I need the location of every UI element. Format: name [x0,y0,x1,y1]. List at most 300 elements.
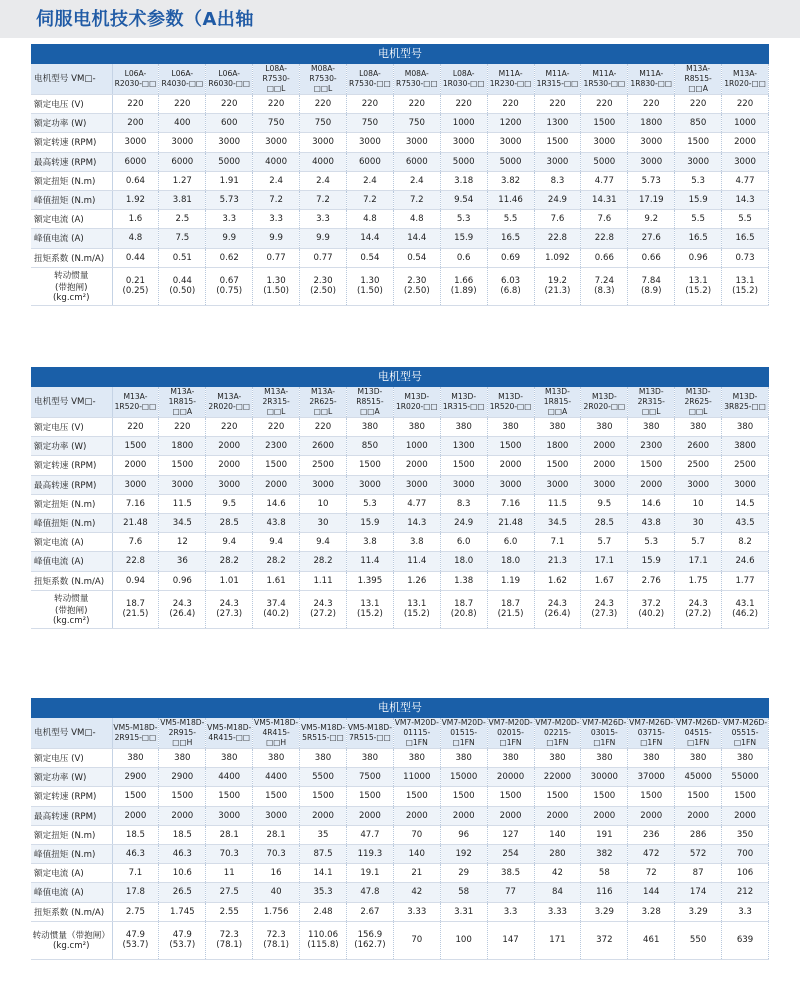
value-cell: 30 [675,513,722,532]
inertia-value: 372 [596,935,613,946]
inertia-value: 0.21 [125,276,146,287]
value-cell: 1500 [112,437,159,456]
value-cell: 16.5 [675,229,722,248]
table-row [31,171,769,190]
value-cell: 9.5 [581,494,628,513]
value-cell: 1500 [206,787,253,806]
value-cell: 1300 [534,114,581,133]
value-cell: 0.66 [628,248,675,267]
table-row [31,864,769,883]
value-cell: 2000 [487,456,534,475]
value-cell: 5.5 [675,210,722,229]
inertia-brake-value: (6.8) [500,286,521,297]
value-cell: 12 [159,533,206,552]
model-name-cell [722,718,769,749]
value-cell: 18.0 [487,552,534,571]
value-cell: 1500 [253,456,300,475]
value-cell: 1500 [675,133,722,152]
value-cell: 1.01 [206,571,253,590]
model-line: L08A- [359,69,381,78]
inertia-value: 461 [643,935,660,946]
table-row [31,95,769,114]
table-row [31,229,769,248]
value-cell: 5.7 [581,533,628,552]
model-line: M13A- [733,69,758,78]
model-line: 03015-□1FN [590,728,618,747]
value-cell: 0.69 [487,248,534,267]
model-line: L08A- [265,64,287,73]
model-name-cell [487,387,534,418]
inertia-value: 72.3 [219,930,239,941]
value-cell: 7.6 [112,533,159,552]
value-cell: 1500 [346,787,393,806]
value-cell: 380 [346,418,393,437]
model-line: 1R815-□□A [543,397,572,416]
value-cell: 220 [300,95,347,114]
model-name-cell [534,387,581,418]
model-line: M13D- [545,387,570,396]
model-line: L08A- [452,69,475,78]
model-line: R8515-□□A [356,397,384,416]
value-cell: 220 [675,95,722,114]
value-cell: 380 [440,418,487,437]
model-name-cell [440,387,487,418]
value-cell [159,921,206,959]
value-cell: 3.81 [159,190,206,209]
value-cell: 127 [487,825,534,844]
value-cell: 140 [534,825,581,844]
value-cell: 2000 [346,806,393,825]
value-cell: 4.8 [346,210,393,229]
value-cell: 14.1 [300,864,347,883]
value-cell [534,590,581,628]
model-line: 01115-□1FN [403,728,431,747]
model-line: M13D- [498,392,523,401]
value-cell: 3000 [159,133,206,152]
model-line: 7R515-□□ [349,733,391,742]
value-cell: 21.48 [112,513,159,532]
value-cell: 1.27 [159,171,206,190]
inertia-value: 0.67 [219,276,239,287]
value-cell: 0.54 [346,248,393,267]
table-header: 电机型号 [31,698,769,718]
value-cell: 3.18 [440,171,487,190]
value-cell: 850 [346,437,393,456]
value-cell [581,267,628,305]
value-cell: 220 [253,418,300,437]
inertia-value: 0.44 [172,276,192,287]
value-cell: 1.77 [722,571,769,590]
model-line: M11A- [545,69,570,78]
model-line: VM5-M18D- [207,723,252,732]
value-cell: 2.4 [346,171,393,190]
value-cell [159,267,206,305]
row-label: 额定电压 (V) [31,418,112,437]
row-label: 额定电流 (A) [31,864,112,883]
value-cell: 380 [159,749,206,768]
value-cell: 380 [393,749,440,768]
model-name-cell [487,64,534,95]
value-cell: 6000 [112,152,159,171]
value-cell: 220 [393,95,440,114]
spec-table-3 [31,698,769,960]
inertia-value: 13.1 [688,276,708,287]
model-line: L06A- [171,69,194,78]
row-label: 峰值电流 (A) [31,229,112,248]
value-cell: 34.5 [534,513,581,532]
model-name-cell [675,387,722,418]
value-cell: 18.0 [440,552,487,571]
value-cell: 43.8 [628,513,675,532]
inertia-brake-value: (162.7) [354,940,386,951]
table-row [31,825,769,844]
value-cell: 5.3 [628,533,675,552]
row-label: 扭矩系数 (N.m/A) [31,902,112,921]
value-cell: 3000 [534,475,581,494]
model-line: 02215-□1FN [544,728,571,747]
value-cell: 22.8 [581,229,628,248]
value-cell: 3.3 [722,902,769,921]
model-line: VM7-M26D- [582,718,627,727]
value-cell [440,921,487,959]
row-label: 电机型号 VM□- [31,718,112,749]
value-cell [112,590,159,628]
value-cell: 46.3 [159,844,206,863]
value-cell: 72 [628,864,675,883]
value-cell: 7.1 [112,864,159,883]
value-cell: 0.96 [159,571,206,590]
inertia-value: 1.30 [360,276,380,287]
value-cell: 2000 [487,806,534,825]
inertia-value: 1.66 [454,276,474,287]
table-row [31,768,769,787]
model-row [31,718,769,749]
table-row [31,190,769,209]
value-cell: 174 [675,883,722,902]
value-cell: 9.9 [300,229,347,248]
model-name-cell [346,387,393,418]
table-row [31,248,769,267]
model-line: 2R020-□□ [583,402,626,411]
value-cell: 87 [675,864,722,883]
value-cell: 1500 [487,787,534,806]
value-cell: 2000 [675,806,722,825]
value-cell: 7.2 [393,190,440,209]
model-name-cell [628,64,675,95]
value-cell: 3.31 [440,902,487,921]
model-line: 1R520-□□ [489,402,532,411]
model-line: 2R020-□□ [208,402,251,411]
value-cell: 1.91 [206,171,253,190]
value-cell: 22.8 [112,552,159,571]
inertia-brake-value: (26.4) [544,609,571,620]
title-bar [0,0,800,38]
table-row [31,513,769,532]
model-line: VM7-M26D- [676,718,721,727]
value-cell: 380 [440,749,487,768]
model-line: 04515-□1FN [684,728,712,747]
value-cell: 750 [253,114,300,133]
model-line: M13A- [123,392,148,401]
value-cell [581,590,628,628]
model-line: M13A- [217,392,242,401]
value-cell: 1.092 [534,248,581,267]
value-cell: 3000 [393,133,440,152]
model-line: M13D- [638,387,664,396]
value-cell: 3000 [253,806,300,825]
value-cell: 5.73 [628,171,675,190]
row-label: 额定功率 (W) [31,768,112,787]
model-name-cell [628,718,675,749]
value-cell: 3000 [628,133,675,152]
inertia-brake-value: (20.8) [450,609,477,620]
value-cell: 21 [393,864,440,883]
row-label [31,921,112,959]
value-cell: 3000 [675,475,722,494]
value-cell: 3000 [440,133,487,152]
value-cell: 1800 [534,437,581,456]
value-cell: 15.9 [628,552,675,571]
value-cell: 21.3 [534,552,581,571]
value-cell: 1.6 [112,210,159,229]
value-cell: 0.6 [440,248,487,267]
label-line: 转动惯量 [54,594,89,605]
table-row [31,210,769,229]
value-cell: 254 [487,844,534,863]
value-cell [581,921,628,959]
table-row [31,114,769,133]
value-cell: 16.5 [722,229,769,248]
value-cell: 4.8 [393,210,440,229]
value-cell: 2.75 [112,902,159,921]
inertia-value: 24.3 [172,599,192,610]
inertia-value: 156.9 [357,930,383,941]
model-name-cell [159,718,206,749]
inertia-brake-value: (0.25) [122,286,149,297]
model-name-cell [159,64,206,95]
value-cell: 2000 [112,456,159,475]
model-line: 1R520-□□ [114,402,157,411]
inertia-value: 24.3 [547,599,568,610]
value-cell: 380 [675,749,722,768]
table-row [31,152,769,171]
model-name-cell [628,387,675,418]
value-cell: 40 [253,883,300,902]
value-cell: 43.8 [253,513,300,532]
value-cell: 0.96 [675,248,722,267]
value-cell: 3000 [628,152,675,171]
model-name-cell [675,718,722,749]
value-cell: 1.67 [581,571,628,590]
value-cell: 3000 [675,152,722,171]
model-line: VM5-M18D- [254,718,299,727]
value-cell [300,590,347,628]
model-line: 2R915-□□ [114,733,157,742]
model-name-cell [300,64,347,95]
value-cell: 750 [300,114,347,133]
value-cell: 1500 [440,456,487,475]
value-cell: 1500 [628,456,675,475]
model-line: M13D- [404,392,430,401]
inertia-row [31,590,769,628]
value-cell: 0.51 [159,248,206,267]
value-cell: 14.6 [253,494,300,513]
row-label: 额定转速 (RPM) [31,133,112,152]
model-line: 3R825-□□ [724,402,766,411]
table-row [31,883,769,902]
value-cell: 3.29 [581,902,628,921]
value-cell: 70 [393,825,440,844]
value-cell: 3000 [581,475,628,494]
model-line: 1R530-□□ [583,79,626,88]
inertia-brake-value: (21.5) [497,609,524,620]
value-cell: 17.1 [675,552,722,571]
row-label: 最高转速 (RPM) [31,152,112,171]
value-cell: 58 [440,883,487,902]
spec-table [31,387,769,629]
value-cell: 14.4 [346,229,393,248]
value-cell: 55000 [722,768,769,787]
model-name-cell [300,718,347,749]
value-cell: 1500 [346,456,393,475]
value-cell: 220 [628,95,675,114]
value-cell: 7.16 [112,494,159,513]
model-line: 1R815-□□A [168,397,196,416]
value-cell: 3000 [159,475,206,494]
value-cell [487,590,534,628]
row-label: 峰值扭矩 (N.m) [31,513,112,532]
value-cell: 1.62 [534,571,581,590]
inertia-brake-value: (27.3) [591,609,618,620]
value-cell: 1500 [159,787,206,806]
value-cell: 2.4 [300,171,347,190]
model-line: M13D- [357,387,383,396]
spec-table [31,64,769,306]
label-line: (kg.cm²) [53,616,90,627]
model-line: M13D- [732,392,758,401]
value-cell: 87.5 [300,844,347,863]
value-cell: 3000 [300,475,347,494]
value-cell [159,590,206,628]
model-line: M11A- [592,69,617,78]
value-cell: 3.3 [300,210,347,229]
inertia-brake-value: (40.2) [638,609,665,620]
value-cell: 36 [159,552,206,571]
inertia-brake-value: (78.1) [263,940,290,951]
value-cell: 26.5 [159,883,206,902]
value-cell: 28.2 [206,552,253,571]
value-cell: 2000 [628,806,675,825]
inertia-brake-value: (21.5) [122,609,149,620]
value-cell: 2.4 [393,171,440,190]
model-line: R2030-□□ [114,79,157,88]
value-cell: 28.1 [206,825,253,844]
value-cell: 2000 [581,456,628,475]
value-cell: 119.3 [346,844,393,863]
value-cell: 37000 [628,768,675,787]
table-row [31,418,769,437]
inertia-brake-value: (2.50) [310,286,336,297]
table-row [31,533,769,552]
inertia-value: 70 [411,935,423,946]
value-cell [253,921,300,959]
value-cell: 4.8 [112,229,159,248]
value-cell: 380 [487,418,534,437]
model-line: VM7-M20D- [488,718,533,727]
inertia-value: 110.06 [307,930,339,941]
value-cell: 7.6 [581,210,628,229]
value-cell [675,267,722,305]
model-name-cell [581,387,628,418]
model-line: VM5-M18D- [300,723,346,732]
value-cell: 0.44 [112,248,159,267]
value-cell: 15.9 [346,513,393,532]
inertia-value: 2.30 [407,276,427,287]
value-cell: 3000 [487,475,534,494]
value-cell: 2000 [581,806,628,825]
value-cell: 14.31 [581,190,628,209]
value-cell [393,267,440,305]
value-cell: 1200 [487,114,534,133]
value-cell: 1.756 [253,902,300,921]
model-line: 1R230-□□ [489,79,532,88]
value-cell [628,267,675,305]
value-cell: 2000 [112,806,159,825]
inertia-brake-value: (78.1) [216,940,243,951]
value-cell [722,267,769,305]
value-cell: 3.28 [628,902,675,921]
value-cell [112,267,159,305]
value-cell: 96 [440,825,487,844]
value-cell: 5000 [581,152,628,171]
inertia-value: 24.3 [688,599,708,610]
value-cell: 4.77 [581,171,628,190]
value-cell: 220 [206,418,253,437]
value-cell: 1.395 [346,571,393,590]
inertia-value: 171 [549,935,566,946]
value-cell: 2600 [675,437,722,456]
value-cell: 6000 [393,152,440,171]
inertia-brake-value: (21.3) [544,286,571,297]
row-label: 额定转速 (RPM) [31,456,112,475]
value-cell: 380 [253,749,300,768]
value-cell: 8.3 [534,171,581,190]
model-name-cell [581,718,628,749]
value-cell: 191 [581,825,628,844]
value-cell [300,267,347,305]
value-cell: 1500 [675,787,722,806]
value-cell: 2000 [393,806,440,825]
inertia-value: 18.7 [125,599,146,610]
value-cell: 3.33 [393,902,440,921]
row-label: 额定电压 (V) [31,749,112,768]
row-label: 额定电流 (A) [31,533,112,552]
value-cell: 2.76 [628,571,675,590]
value-cell: 45000 [675,768,722,787]
value-cell: 472 [628,844,675,863]
value-cell: 7500 [346,768,393,787]
value-cell: 1500 [112,787,159,806]
value-cell: 220 [159,418,206,437]
value-cell: 140 [393,844,440,863]
model-line: M13A- [311,387,335,396]
model-name-cell [112,387,159,418]
value-cell: 2.55 [206,902,253,921]
value-cell: 11.5 [534,494,581,513]
row-label: 额定电压 (V) [31,95,112,114]
value-cell [440,590,487,628]
value-cell: 116 [581,883,628,902]
